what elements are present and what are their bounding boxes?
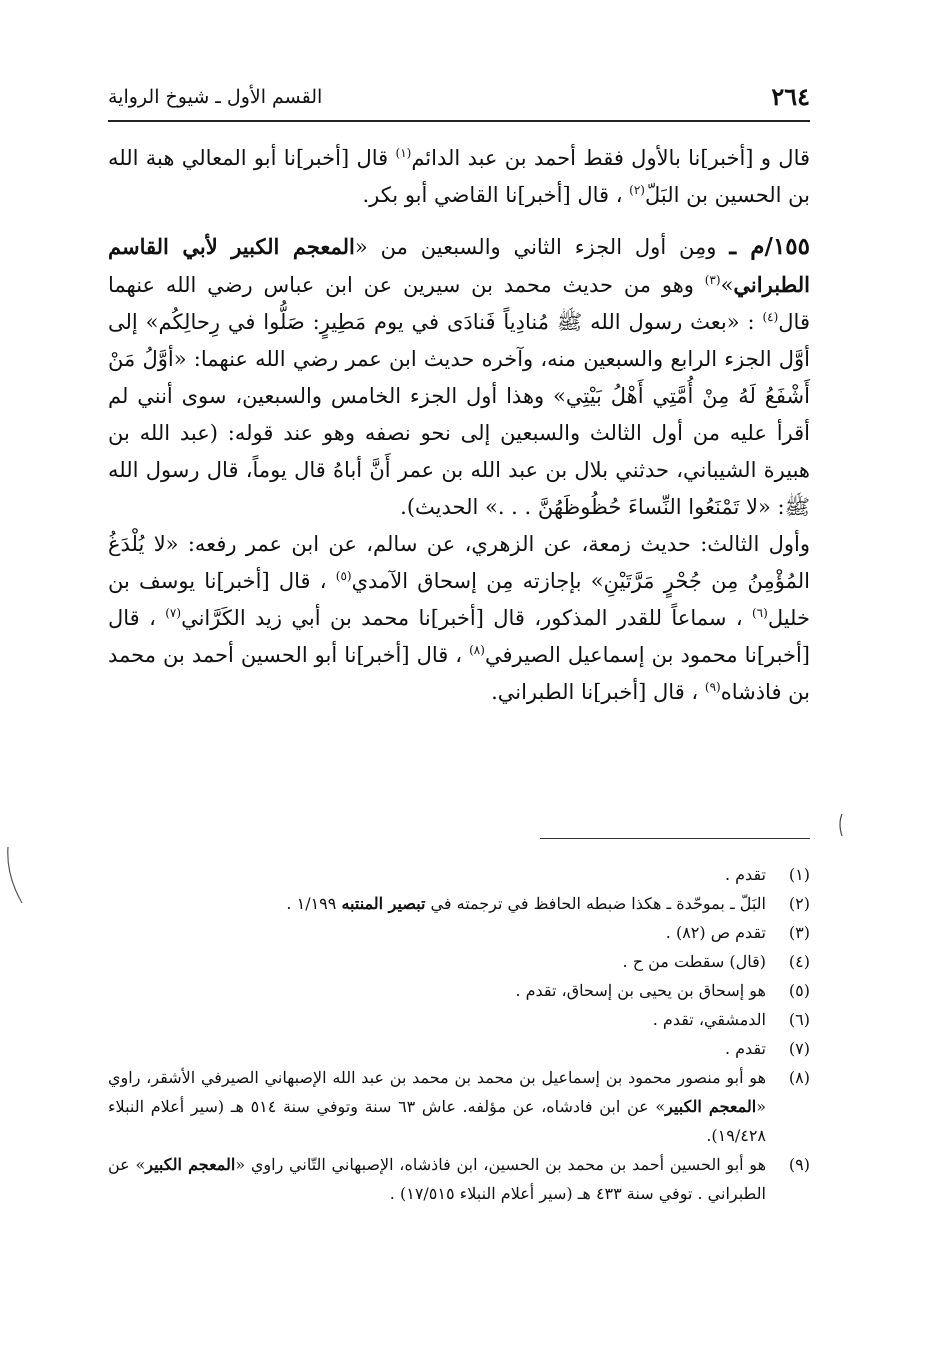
text-run: ، قال [أخبر]نا محمود بن إسماعيل الصيرفي — [108, 606, 810, 667]
text-run: ، قال [أخبر]نا يوسف بن خليل — [108, 569, 810, 630]
footnote — [108, 1034, 810, 1063]
text-run: » عن ابن فادشاه، عن مؤلفه. عاش ٦٣ سنة وتوفي سنة ٥١٤ هـ (سير أعلام النبلاء ١٩/٤٢٨). — [108, 1097, 766, 1145]
continuation-paragraph — [108, 526, 810, 711]
footnote-number: (٧) — [788, 1039, 810, 1058]
text-run: تقدم ص (٨٢) . — [665, 923, 766, 942]
text-run: تبصير المنتبه — [341, 894, 426, 913]
footnote-ref: (٥) — [335, 569, 352, 583]
book-title: المعجم الكبير لأبي القاسم الطبراني — [108, 234, 810, 297]
footnote-text — [108, 1034, 766, 1063]
text-run: تقدم . — [724, 1039, 766, 1058]
footnote-separator — [540, 838, 810, 839]
text-run: هو إسحاق بن يحيى بن إسحاق، تقدم . — [515, 981, 766, 1000]
footnote — [108, 976, 810, 1005]
footnote-number: (١) — [788, 865, 810, 884]
footnote-number: (٤) — [788, 952, 810, 971]
text-run: (قال) سقطت من ح . — [622, 952, 766, 971]
footnote — [108, 947, 810, 976]
footnote-ref: (٧) — [165, 606, 182, 620]
footnote — [108, 1005, 810, 1034]
text-run: ، قال [أخبر]نا الطبراني. — [491, 680, 705, 704]
text-run: هو أبو الحسين أحمد بن محمد بن الحسين، ابن فاذشاه، الإصبهاني التّاني راوي « — [235, 1155, 767, 1174]
main-text — [108, 140, 810, 711]
text-run: المعجم الكبير — [145, 1155, 236, 1174]
text-run: قال و [أخبر]نا بالأول فقط أحمد بن عبد الدائم — [411, 146, 811, 170]
footnote-text — [108, 889, 766, 918]
footnote-number: (٨) — [788, 1068, 810, 1087]
footnote — [108, 1150, 810, 1208]
footnote — [108, 860, 810, 889]
footnote-text — [108, 947, 766, 976]
footnote-text — [108, 918, 766, 947]
text-run: ومِن أول الجزء الثاني والسبعين من « — [354, 235, 730, 259]
footnote-ref: (٢) — [629, 183, 645, 197]
footnote-ref: (٤) — [762, 310, 779, 324]
footnote — [108, 889, 810, 918]
text-run: تقدم . — [724, 865, 766, 884]
entry-number: ١٥٥/م ـ — [729, 233, 810, 260]
text-run: وأول الثالث: حديث زمعة، عن الزهري، عن سالم، عن ابن عمر رفعه: «لا يُلْدَغُ المُؤْمِنُ مِن جُحْرٍ مَرَّتَيْنِ» بإجازته مِن إسحاق الآمدي — [108, 532, 810, 593]
footnote-text — [108, 1063, 766, 1150]
text-run: وهو من حديث محمد بن سيرين عن ابن عباس رضي الله عنهما قال — [108, 273, 810, 334]
footnote-number: (٣) — [788, 923, 810, 942]
page-header — [108, 80, 810, 122]
footnote — [108, 1063, 810, 1150]
footnote-text — [108, 860, 766, 889]
footnote-number: (٢) — [788, 894, 810, 913]
text-run: ، سماعاً للقدر المذكور، قال [أخبر]نا محمد بن أبي زيد الكَرَّاني — [181, 606, 752, 630]
text-run: البَلّ ـ بموحّدة ـ هكذا ضبطه الحافظ في ترجمته في — [425, 894, 766, 913]
text-run: ، قال [أخبر]نا أبو الحسين أحمد بن محمد بن فاذشاه — [108, 643, 810, 704]
scan-mark — [4, 845, 26, 905]
text-run: : «بعث رسول الله ﷺ مُنادِياً فَنادَى في يوم مَطِيرٍ: صَلُّوا في رِحالِكُم» إلى أوَّل الجزء الرابع والسبعين منه، وآخره حديث ابن عمر رضي الله عنهما: «أوَّلُ مَنْ أَشْفَعُ لَهُ مِنْ أُمَّتِي أَهْلُ بَيْتِي» وهذا أول الجزء الخامس والسبعين، سوى أنني لم أقرأ عليه من أول الثالث والسبعين إلى نحو نصفه وهو عند قوله: (عبد الله بن هبيرة الشيباني، حدثني بلال بن عبد الله بن عمر أَنَّ أباهُ قال يوماً، قال رسول الله ﷺ: «لا تَمْنَعُوا النِّساءَ حُظُوظَهُنَّ . . .» الحديث). — [108, 310, 810, 519]
running-head: القسم الأول ـ شيوخ الرواية — [108, 86, 323, 108]
text-run: المعجم الكبير — [665, 1097, 757, 1116]
text-run: » — [720, 273, 734, 297]
footnote-text — [108, 1150, 766, 1208]
footnote-text — [108, 1005, 766, 1034]
footnote-ref: (٩) — [704, 680, 721, 694]
text-run: ١/١٩٩ . — [286, 894, 342, 913]
footnote-ref: (٦) — [751, 606, 768, 620]
text-run: قال [أخبر]نا أبو المعالي هبة الله بن الحسين بن البَلّ — [108, 146, 810, 207]
text-run: ، قال [أخبر]نا القاضي أبو بكر. — [362, 183, 630, 207]
page-number: ٢٦٤ — [771, 82, 810, 111]
scan-mark — [832, 812, 846, 838]
footnote-ref: (١) — [395, 146, 412, 160]
footnotes — [108, 860, 810, 1208]
footnote-number: (٦) — [788, 1010, 810, 1029]
footnote-ref: (٣) — [704, 273, 721, 287]
entry-paragraph — [108, 228, 810, 526]
intro-paragraph — [108, 140, 810, 214]
text-run: الدمشقي، تقدم . — [652, 1010, 766, 1029]
text-run: » عن الطبراني . توفي سنة ٤٣٣ هـ (سير أعلام النبلاء ١٧/٥١٥) . — [108, 1155, 766, 1203]
footnote-text — [108, 976, 766, 1005]
text-run: هو أبو منصور محمود بن إسماعيل بن محمد بن محمد بن عبد الله الإصبهاني الصيرفي الأشقر، راوي « — [108, 1068, 766, 1116]
footnote-number: (٥) — [788, 981, 810, 1000]
footnote — [108, 918, 810, 947]
footnote-ref: (٨) — [469, 643, 485, 657]
footnote-number: (٩) — [788, 1155, 810, 1174]
